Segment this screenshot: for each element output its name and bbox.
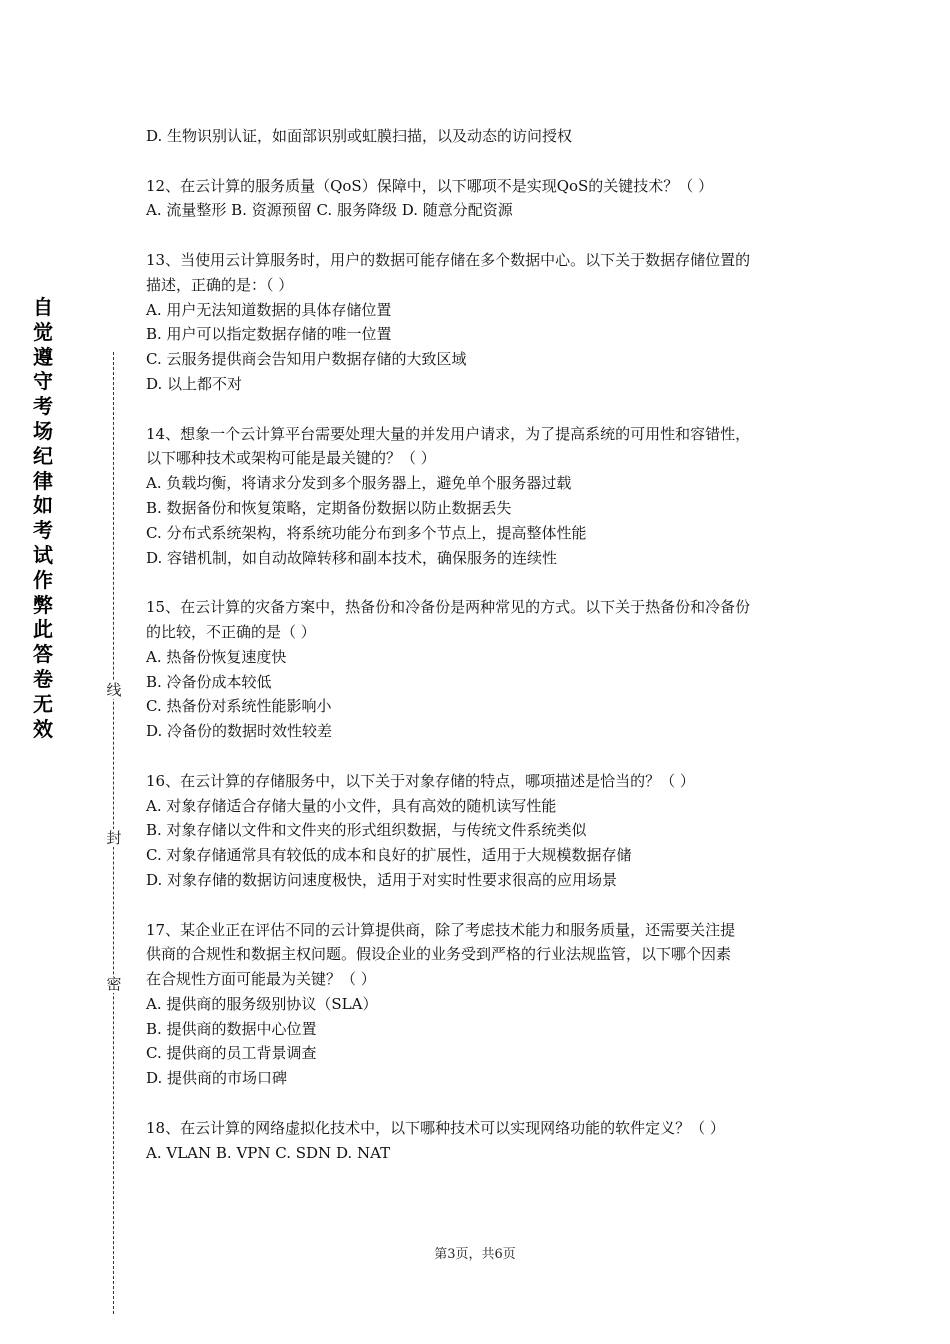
- seal-char-mi: 密: [106, 975, 122, 993]
- question-16: [146, 769, 806, 893]
- question-stem: 供商的合规性和数据主权问题。假设企业的业务受到严格的行业法规监管，以下哪个因素: [146, 945, 732, 964]
- option-line: C. 对象存储通常具有较低的成本和良好的扩展性，适用于大规模数据存储: [146, 846, 632, 865]
- option-line: D. 以上都不对: [146, 374, 243, 393]
- question-stem: 12、在云计算的服务质量（QoS）保障中，以下哪项不是实现QoS的关键技术？（ ）: [146, 176, 714, 195]
- question-17: [146, 918, 806, 1092]
- question-stem: 13、当使用云计算服务时，用户的数据可能存储在多个数据中心。以下关于数据存储位置的: [146, 250, 751, 269]
- option-line: C. 提供商的员工背景调查: [146, 1044, 317, 1063]
- option-line: D. 对象存储的数据访问速度极快，适用于对实时性要求很高的应用场景: [146, 870, 618, 889]
- binding-notice: 自觉遵守考场纪律如考试作弊此答卷无效: [33, 295, 53, 741]
- page-number: 第3页，共6页: [434, 1247, 516, 1262]
- option-line: D. 容错机制，如自动故障转移和副本技术，确保服务的连续性: [146, 548, 558, 567]
- question-13: [146, 248, 806, 397]
- option-line: C. 分布式系统架构，将系统功能分布到多个节点上，提高整体性能: [146, 523, 587, 542]
- option-line: D. 生物识别认证，如面部识别或虹膜扫描，以及动态的访问授权: [146, 127, 573, 145]
- option-line: A. 负载均衡，将请求分发到多个服务器上，避免单个服务器过载: [146, 474, 572, 493]
- option-line: B. 用户可以指定数据存储的唯一位置: [146, 325, 392, 344]
- option-line: B. 对象存储以文件和文件夹的形式组织数据，与传统文件系统类似: [146, 821, 587, 840]
- option-line: A. 提供商的服务级别协议（SLA）: [146, 994, 378, 1013]
- option-line: A. VLAN B. VPN C. SDN D. NAT: [146, 1143, 391, 1162]
- option-line: A. 对象存储适合存储大量的小文件，具有高效的随机读写性能: [146, 796, 557, 815]
- question-stem: 描述，正确的是：（ ）: [146, 275, 294, 294]
- option-line: B. 数据备份和恢复策略，定期备份数据以防止数据丢失: [146, 498, 512, 517]
- question-18: [146, 1116, 806, 1166]
- question-stem: 在合规性方面可能最为关键？（ ）: [146, 970, 376, 989]
- option-line: D. 冷备份的数据时效性较差: [146, 722, 333, 741]
- question-stem: 的比较，不正确的是（ ）: [146, 622, 316, 641]
- option-line: C. 云服务提供商会告知用户数据存储的大致区域: [146, 350, 467, 369]
- question-stem: 14、想象一个云计算平台需要处理大量的并发用户请求，为了提高系统的可用性和容错性，: [146, 424, 751, 443]
- option-line: B. 冷备份成本较低: [146, 672, 272, 691]
- question-12: [146, 174, 806, 224]
- question-stem: 15、在云计算的灾备方案中，热备份和冷备份是两种常见的方式。以下关于热备份和冷备份: [146, 598, 751, 617]
- question-14: [146, 422, 806, 571]
- seal-char-feng: 封: [106, 829, 122, 847]
- option-line: C. 热备份对系统性能影响小: [146, 697, 332, 716]
- option-line: D. 提供商的市场口碑: [146, 1069, 288, 1088]
- question-stem: 17、某企业正在评估不同的云计算提供商，除了考虑技术能力和服务质量，还需要关注提: [146, 920, 736, 939]
- option-line: B. 提供商的数据中心位置: [146, 1019, 317, 1038]
- option-line: A. 流量整形 B. 资源预留 C. 服务降级 D. 随意分配资源: [146, 201, 513, 220]
- question-stem: 16、在云计算的存储服务中，以下关于对象存储的特点，哪项描述是恰当的？（ ）: [146, 771, 695, 790]
- question-content: [146, 124, 806, 1165]
- question-stem: 以下哪种技术或架构可能是最关键的？（ ）: [146, 449, 436, 468]
- question-11-tail: [146, 124, 806, 149]
- question-stem: 18、在云计算的网络虚拟化技术中，以下哪种技术可以实现网络功能的软件定义？（ ）: [146, 1118, 725, 1137]
- option-line: A. 用户无法知道数据的具体存储位置: [146, 300, 392, 319]
- seal-char-xian: 线: [106, 681, 122, 699]
- question-15: [146, 595, 806, 744]
- option-line: A. 热备份恢复速度快: [146, 647, 287, 666]
